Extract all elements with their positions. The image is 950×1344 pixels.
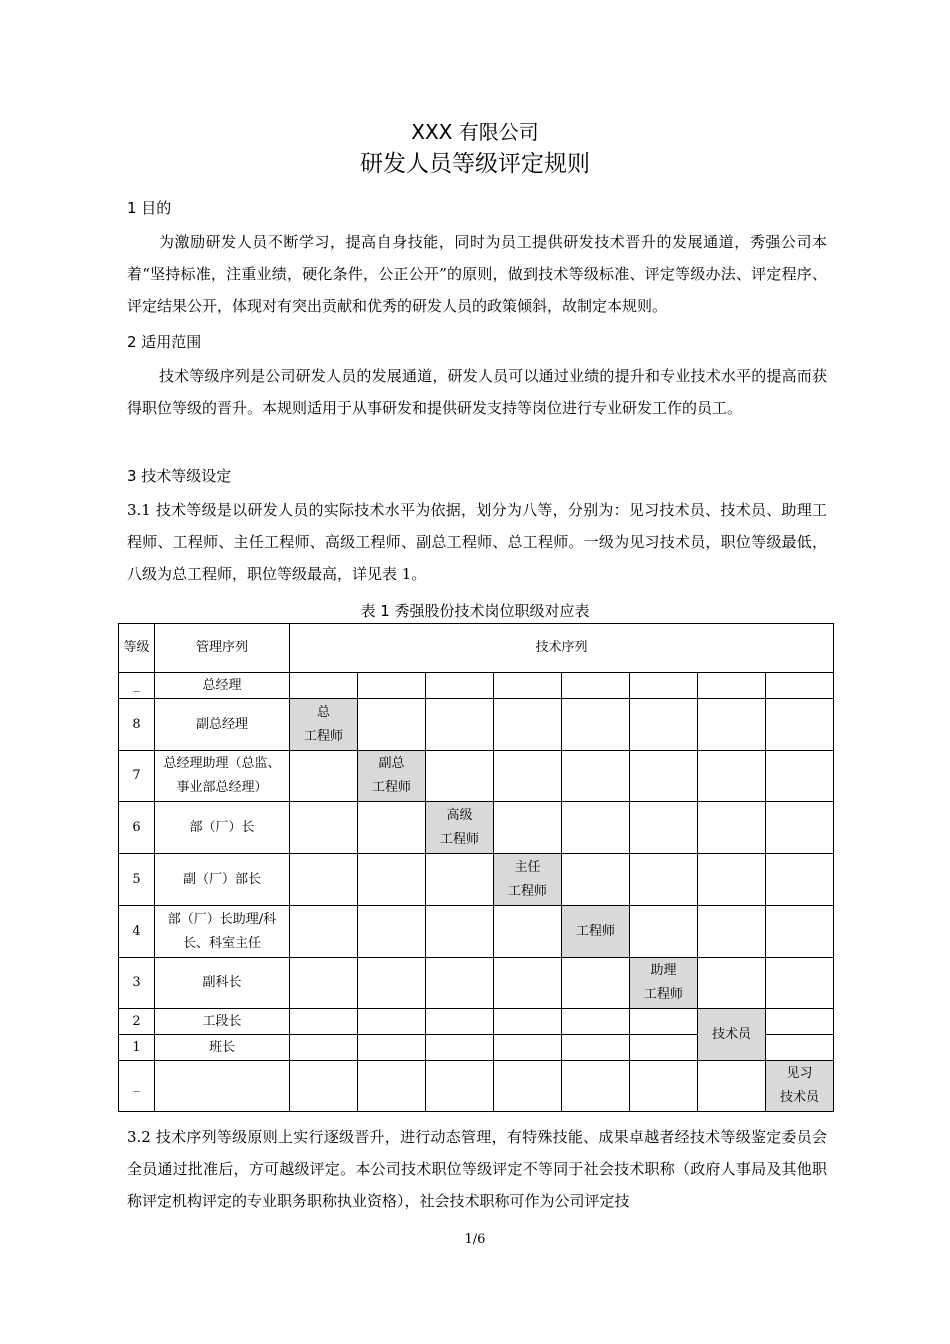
table-row xyxy=(119,673,834,699)
tech-cell: 高级 工程师 xyxy=(426,802,494,854)
grade-cell: 3 xyxy=(119,958,155,1009)
table-row xyxy=(119,751,834,802)
mgmt-cell: 副科长 xyxy=(155,958,290,1009)
header-tech: 技术序列 xyxy=(290,624,834,673)
section-3-1-paragraph: 3.1 技术等级是以研发人员的实际技术水平为依据，划分为八等，分别为：见习技术员、技术员、助理工程师、工程师、主任工程师、高级工程师、副总工程师、总工程师。一级为见习技术员，职位等级最低，八级为总工程师，职位等级最高，详见表 1。 xyxy=(127,501,827,583)
document-title: 研发人员等级评定规则 xyxy=(360,151,590,177)
grade-cell: 5 xyxy=(119,854,155,906)
section-1-paragraph: 为激励研发人员不断学习，提高自身技能，同时为员工提供研发技术晋升的发展通道，秀强公司本着“坚持标准，注重业绩，硬化条件，公正公开”的原则，做到技术等级标准、评定等级办法、评定程序、评定结果公开，体现对有突出贡献和优秀的研发人员的政策倾斜，故制定本规则。 xyxy=(127,233,827,315)
grade-cell: 4 xyxy=(119,906,155,958)
grade-mapping-table xyxy=(118,623,834,1112)
tech-cell: 工程师 xyxy=(562,906,630,958)
header-mgmt: 管理序列 xyxy=(155,624,290,673)
tech-cell: 总 工程师 xyxy=(290,699,358,751)
table-row xyxy=(119,699,834,751)
table-row xyxy=(119,802,834,854)
table-caption: 表 1 秀强股份技术岗位职级对应表 xyxy=(360,602,590,620)
table-row xyxy=(119,854,834,906)
header-grade: 等级 xyxy=(119,624,155,673)
mgmt-cell: 副（厂）部长 xyxy=(155,854,290,906)
section-2-paragraph: 技术等级序列是公司研发人员的发展通道，研发人员可以通过业绩的提升和专业技术水平的提高而获得职位等级的晋升。本规则适用于从事研发和提供研发支持等岗位进行专业研发工作的员工。 xyxy=(127,367,827,417)
mgmt-cell: 部（厂）长 xyxy=(155,802,290,854)
table-row xyxy=(119,906,834,958)
tech-cell: 副总 工程师 xyxy=(358,751,426,802)
grade-cell: 8 xyxy=(119,699,155,751)
table-row xyxy=(119,958,834,1009)
grade-cell: _ xyxy=(119,673,155,699)
mgmt-cell: 总经理 xyxy=(155,673,290,699)
grade-cell: 1 xyxy=(119,1035,155,1061)
grade-cell: 7 xyxy=(119,751,155,802)
tech-cell: 技术员 xyxy=(698,1009,766,1061)
table-row xyxy=(119,1061,834,1112)
section-1-heading: 1 目的 xyxy=(127,199,172,217)
grade-cell: 2 xyxy=(119,1009,155,1035)
tech-cell: 主任 工程师 xyxy=(494,854,562,906)
tech-cell: 见习 技术员 xyxy=(766,1061,834,1112)
grade-cell: _ xyxy=(119,1061,155,1112)
mgmt-cell: 副总经理 xyxy=(155,699,290,751)
section-2-heading: 2 适用范围 xyxy=(127,333,202,351)
page-number: 1/6 xyxy=(464,1232,486,1247)
company-title: XXX 有限公司 xyxy=(411,120,539,144)
grade-cell: 6 xyxy=(119,802,155,854)
section-3-2-paragraph: 3.2 技术序列等级原则上实行逐级晋升，进行动态管理，有特殊技能、成果卓越者经技术等级鉴定委员会全员通过批准后，方可越级评定。本公司技术职位等级评定不等同于社会技术职称（政府人事局及其他职称评定机构评定的专业职务职称执业资格），社会技术职称可作为公司评定技 xyxy=(127,1128,827,1210)
tech-cell: 助理 工程师 xyxy=(630,958,698,1009)
mgmt-cell: 总经理助理（总监、 事业部总经理） xyxy=(155,751,290,802)
mgmt-cell: 部（厂）长助理/科 长、科室主任 xyxy=(155,906,290,958)
mgmt-cell: 工段长 xyxy=(155,1009,290,1035)
section-3-heading: 3 技术等级设定 xyxy=(127,467,232,485)
table-header-row xyxy=(119,624,834,673)
mgmt-cell: 班长 xyxy=(155,1035,290,1061)
mgmt-cell xyxy=(155,1061,290,1112)
table-row xyxy=(119,1009,834,1035)
